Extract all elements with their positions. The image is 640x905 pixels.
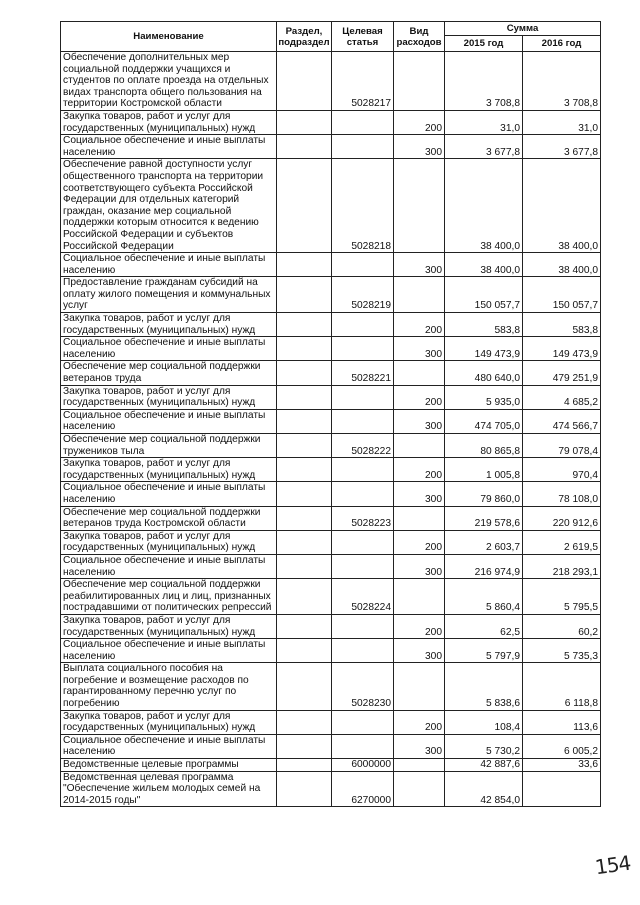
- row-kind: 300: [394, 482, 445, 506]
- row-target: [332, 385, 394, 409]
- header-2015: 2015 год: [445, 36, 523, 52]
- table-row: [61, 759, 601, 772]
- row-2016: 3 677,8: [523, 135, 601, 159]
- row-2015: 5 730,2: [445, 734, 523, 758]
- row-section: [277, 159, 332, 253]
- table-row: [61, 253, 601, 277]
- row-target: [332, 530, 394, 554]
- row-2015: 31,0: [445, 110, 523, 134]
- row-2015: 219 578,6: [445, 506, 523, 530]
- header-sum: Сумма: [445, 22, 601, 36]
- row-name: Закупка товаров, работ и услуг для государственных (муниципальных) нужд: [61, 614, 277, 638]
- row-target: 6270000: [332, 771, 394, 807]
- row-kind: 300: [394, 253, 445, 277]
- table-row: [61, 337, 601, 361]
- row-2015: 149 473,9: [445, 337, 523, 361]
- row-2015: 474 705,0: [445, 409, 523, 433]
- row-2016: 113,6: [523, 710, 601, 734]
- row-target: [332, 135, 394, 159]
- row-section: [277, 253, 332, 277]
- row-2016: 31,0: [523, 110, 601, 134]
- row-target: 5028224: [332, 579, 394, 615]
- row-section: [277, 52, 332, 111]
- row-2016: 6 005,2: [523, 734, 601, 758]
- table-row: [61, 554, 601, 578]
- row-kind: 300: [394, 639, 445, 663]
- row-2016: 3 708,8: [523, 52, 601, 111]
- row-kind: 300: [394, 337, 445, 361]
- row-kind: 200: [394, 710, 445, 734]
- row-2015: 62,5: [445, 614, 523, 638]
- row-kind: 300: [394, 409, 445, 433]
- row-target: 5028223: [332, 506, 394, 530]
- table-row: [61, 52, 601, 111]
- row-kind: 300: [394, 734, 445, 758]
- row-2016: 218 293,1: [523, 554, 601, 578]
- row-2015: 5 935,0: [445, 385, 523, 409]
- table-row: [61, 434, 601, 458]
- row-name: Закупка товаров, работ и услуг для государственных (муниципальных) нужд: [61, 385, 277, 409]
- row-name: Выплата социального пособия на погребение и возмещение расходов по гарантированному перечню услуг по погребению: [61, 663, 277, 710]
- row-2015: 42 887,6: [445, 759, 523, 772]
- row-target: [332, 458, 394, 482]
- row-kind: [394, 159, 445, 253]
- table-row: [61, 277, 601, 313]
- row-name: Закупка товаров, работ и услуг для государственных (муниципальных) нужд: [61, 530, 277, 554]
- page-number: 154: [593, 850, 632, 880]
- table-row: [61, 639, 601, 663]
- row-2015: 2 603,7: [445, 530, 523, 554]
- row-kind: [394, 434, 445, 458]
- row-target: [332, 710, 394, 734]
- row-kind: 300: [394, 135, 445, 159]
- table-row: [61, 710, 601, 734]
- row-section: [277, 506, 332, 530]
- table-row: [61, 135, 601, 159]
- row-2016: 60,2: [523, 614, 601, 638]
- row-2015: 79 860,0: [445, 482, 523, 506]
- row-kind: [394, 579, 445, 615]
- row-name: Социальное обеспечение и иные выплаты населению: [61, 135, 277, 159]
- row-2015: 583,8: [445, 313, 523, 337]
- row-2016: 4 685,2: [523, 385, 601, 409]
- row-kind: 300: [394, 554, 445, 578]
- row-target: [332, 313, 394, 337]
- row-target: [332, 554, 394, 578]
- row-kind: [394, 361, 445, 385]
- row-name: Закупка товаров, работ и услуг для государственных (муниципальных) нужд: [61, 710, 277, 734]
- row-target: 5028217: [332, 52, 394, 111]
- header-kind: Вид расходов: [394, 22, 445, 52]
- row-section: [277, 663, 332, 710]
- header-target: Целевая статья: [332, 22, 394, 52]
- table-row: [61, 458, 601, 482]
- row-2016: [523, 771, 601, 807]
- row-target: 5028221: [332, 361, 394, 385]
- row-kind: [394, 52, 445, 111]
- row-2016: 149 473,9: [523, 337, 601, 361]
- row-name: Закупка товаров, работ и услуг для государственных (муниципальных) нужд: [61, 313, 277, 337]
- row-section: [277, 313, 332, 337]
- row-kind: 200: [394, 458, 445, 482]
- row-2015: 216 974,9: [445, 554, 523, 578]
- row-name: Обеспечение мер социальной поддержки реабилитированных лиц и лиц, признанных пострадавшими от политических репрессий: [61, 579, 277, 615]
- row-name: Обеспечение равной доступности услуг общественного транспорта на территории соответствующего субъекта Российской Федерации для отдельных категорий граждан, оказание мер социальной поддержки которым относится к ведению Российской Федерации и субъектов Российской Федерации: [61, 159, 277, 253]
- table-row: [61, 159, 601, 253]
- row-2015: 480 640,0: [445, 361, 523, 385]
- row-section: [277, 759, 332, 772]
- row-name: Социальное обеспечение и иные выплаты населению: [61, 554, 277, 578]
- row-name: Социальное обеспечение и иные выплаты населению: [61, 253, 277, 277]
- row-name: Обеспечение мер социальной поддержки ветеранов труда: [61, 361, 277, 385]
- row-target: [332, 614, 394, 638]
- row-target: 5028222: [332, 434, 394, 458]
- row-2016: 5 735,3: [523, 639, 601, 663]
- row-section: [277, 530, 332, 554]
- row-2016: 6 118,8: [523, 663, 601, 710]
- header-section: Раздел, подраздел: [277, 22, 332, 52]
- row-2016: 583,8: [523, 313, 601, 337]
- budget-table: [60, 21, 601, 807]
- row-2016: 2 619,5: [523, 530, 601, 554]
- row-section: [277, 434, 332, 458]
- row-section: [277, 110, 332, 134]
- row-section: [277, 458, 332, 482]
- table-row: [61, 482, 601, 506]
- row-target: [332, 734, 394, 758]
- row-section: [277, 135, 332, 159]
- row-name: Социальное обеспечение и иные выплаты населению: [61, 409, 277, 433]
- row-target: [332, 639, 394, 663]
- row-2015: 5 797,9: [445, 639, 523, 663]
- row-target: [332, 482, 394, 506]
- row-kind: 200: [394, 530, 445, 554]
- row-name: Социальное обеспечение и иные выплаты населению: [61, 482, 277, 506]
- row-kind: 200: [394, 110, 445, 134]
- row-2016: 970,4: [523, 458, 601, 482]
- row-2016: 33,6: [523, 759, 601, 772]
- row-target: 5028230: [332, 663, 394, 710]
- row-kind: 200: [394, 614, 445, 638]
- row-target: 6000000: [332, 759, 394, 772]
- table-row: [61, 771, 601, 807]
- row-2016: 38 400,0: [523, 253, 601, 277]
- row-2016: 150 057,7: [523, 277, 601, 313]
- row-kind: [394, 771, 445, 807]
- row-2015: 1 005,8: [445, 458, 523, 482]
- row-section: [277, 639, 332, 663]
- row-name: Социальное обеспечение и иные выплаты населению: [61, 734, 277, 758]
- header-2016: 2016 год: [523, 36, 601, 52]
- table-row: [61, 614, 601, 638]
- table-row: [61, 734, 601, 758]
- row-kind: [394, 759, 445, 772]
- row-section: [277, 482, 332, 506]
- row-2016: 5 795,5: [523, 579, 601, 615]
- row-name: Обеспечение дополнительных мер социальной поддержки учащихся и студентов по оплате проезда на отдельных видах транспорта общего пользования на территории Костромской области: [61, 52, 277, 111]
- row-2015: 3 708,8: [445, 52, 523, 111]
- row-name: Обеспечение мер социальной поддержки тружеников тыла: [61, 434, 277, 458]
- row-2015: 3 677,8: [445, 135, 523, 159]
- row-section: [277, 385, 332, 409]
- row-section: [277, 710, 332, 734]
- row-kind: [394, 506, 445, 530]
- row-name: Ведомственные целевые программы: [61, 759, 277, 772]
- header-name: Наименование: [61, 22, 277, 52]
- row-kind: [394, 277, 445, 313]
- row-section: [277, 614, 332, 638]
- row-name: Закупка товаров, работ и услуг для государственных (муниципальных) нужд: [61, 458, 277, 482]
- row-section: [277, 771, 332, 807]
- row-2015: 5 838,6: [445, 663, 523, 710]
- row-2015: 42 854,0: [445, 771, 523, 807]
- row-2016: 78 108,0: [523, 482, 601, 506]
- row-target: 5028218: [332, 159, 394, 253]
- row-section: [277, 554, 332, 578]
- budget-table-page: [60, 21, 600, 807]
- row-2015: 38 400,0: [445, 253, 523, 277]
- table-row: [61, 579, 601, 615]
- row-target: [332, 253, 394, 277]
- row-name: Закупка товаров, работ и услуг для государственных (муниципальных) нужд: [61, 110, 277, 134]
- row-section: [277, 409, 332, 433]
- row-target: [332, 337, 394, 361]
- row-section: [277, 277, 332, 313]
- row-name: Обеспечение мер социальной поддержки ветеранов труда Костромской области: [61, 506, 277, 530]
- row-2016: 38 400,0: [523, 159, 601, 253]
- row-kind: [394, 663, 445, 710]
- row-2015: 38 400,0: [445, 159, 523, 253]
- row-name: Ведомственная целевая программа "Обеспечение жильем молодых семей на 2014-2015 годы": [61, 771, 277, 807]
- row-2016: 79 078,4: [523, 434, 601, 458]
- row-2015: 150 057,7: [445, 277, 523, 313]
- row-2015: 108,4: [445, 710, 523, 734]
- row-name: Социальное обеспечение и иные выплаты населению: [61, 337, 277, 361]
- row-section: [277, 579, 332, 615]
- row-name: Предоставление гражданам субсидий на оплату жилого помещения и коммунальных услуг: [61, 277, 277, 313]
- row-2015: 5 860,4: [445, 579, 523, 615]
- table-row: [61, 313, 601, 337]
- row-target: 5028219: [332, 277, 394, 313]
- row-2016: 479 251,9: [523, 361, 601, 385]
- row-kind: 200: [394, 385, 445, 409]
- row-2016: 220 912,6: [523, 506, 601, 530]
- row-section: [277, 361, 332, 385]
- row-name: Социальное обеспечение и иные выплаты населению: [61, 639, 277, 663]
- row-target: [332, 409, 394, 433]
- row-kind: 200: [394, 313, 445, 337]
- row-2016: 474 566,7: [523, 409, 601, 433]
- table-row: [61, 385, 601, 409]
- row-section: [277, 337, 332, 361]
- row-target: [332, 110, 394, 134]
- table-row: [61, 506, 601, 530]
- row-2015: 80 865,8: [445, 434, 523, 458]
- table-row: [61, 409, 601, 433]
- table-row: [61, 361, 601, 385]
- row-section: [277, 734, 332, 758]
- table-body: [61, 52, 601, 807]
- table-row: [61, 530, 601, 554]
- table-row: [61, 663, 601, 710]
- table-row: [61, 110, 601, 134]
